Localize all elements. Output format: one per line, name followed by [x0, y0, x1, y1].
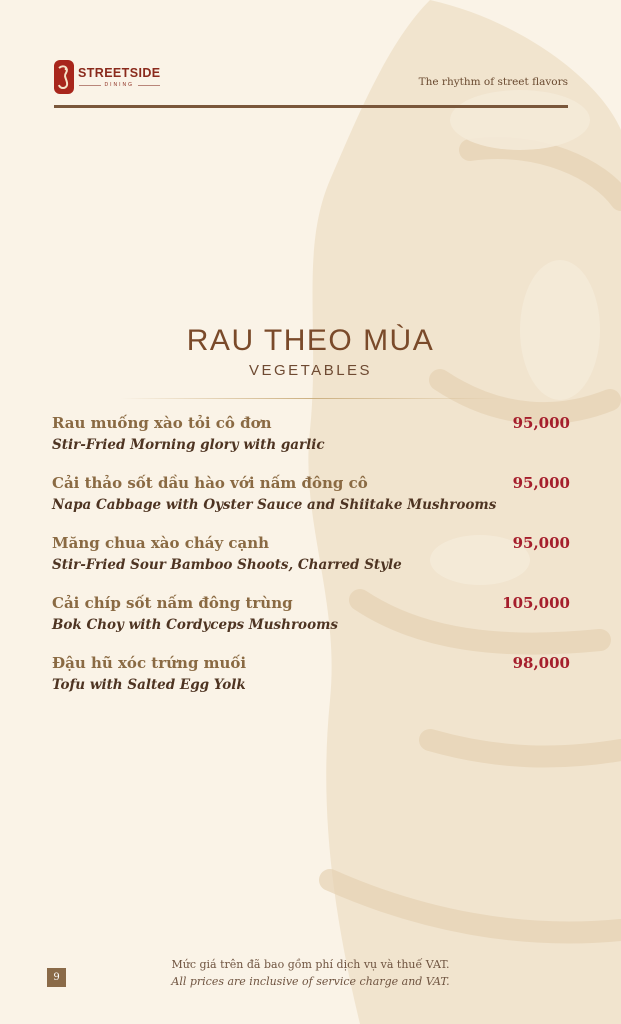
title-divider [120, 398, 500, 399]
menu-item [52, 593, 570, 653]
menu-item [52, 653, 570, 713]
item-name-vn: Cải thảo sốt dầu hào với nấm đông cô [52, 474, 368, 492]
item-name-vn: Cải chíp sốt nấm đông trùng [52, 594, 293, 612]
item-name-en: Stir-Fried Morning glory with garlic [52, 437, 325, 453]
section-heading [0, 324, 621, 379]
item-name-vn: Rau muống xào tỏi cô đơn [52, 414, 272, 432]
menu-item [52, 533, 570, 593]
footer-note-vn: Mức giá trên đã bao gồm phí dịch vụ và thuế VAT. [171, 958, 450, 971]
item-price: 95,000 [512, 534, 570, 552]
item-price: 95,000 [512, 474, 570, 492]
item-name-en: Napa Cabbage with Oyster Sauce and Shiitake Mushrooms [52, 497, 497, 513]
item-name-vn: Đậu hũ xóc trứng muối [52, 654, 247, 672]
tagline: The rhythm of street flavors [418, 76, 568, 88]
item-price: 98,000 [512, 654, 570, 672]
item-name-en: Tofu with Salted Egg Yolk [52, 677, 246, 693]
brand-logo [54, 60, 161, 94]
page-header [54, 60, 568, 108]
page-number: 9 [47, 968, 66, 987]
section-subtitle: VEGETABLES [248, 362, 373, 379]
brand-name: STREETSIDE [78, 66, 161, 80]
section-title: RAU THEO MÙA [186, 324, 435, 357]
dragon-logo-icon [54, 60, 74, 94]
item-name-vn: Măng chua xào cháy cạnh [52, 534, 270, 552]
page-footer [0, 957, 621, 989]
footer-note-en: All prices are inclusive of service charge and VAT. [171, 975, 450, 988]
brand-sub: DINING [79, 82, 161, 88]
item-name-en: Bok Choy with Cordyceps Mushrooms [52, 617, 338, 633]
item-price: 95,000 [512, 414, 570, 432]
menu-list [52, 413, 570, 713]
menu-item [52, 473, 570, 533]
item-price: 105,000 [502, 594, 570, 612]
menu-item [52, 413, 570, 473]
header-rule [54, 105, 568, 108]
item-name-en: Stir-Fried Sour Bamboo Shoots, Charred Style [52, 557, 402, 573]
